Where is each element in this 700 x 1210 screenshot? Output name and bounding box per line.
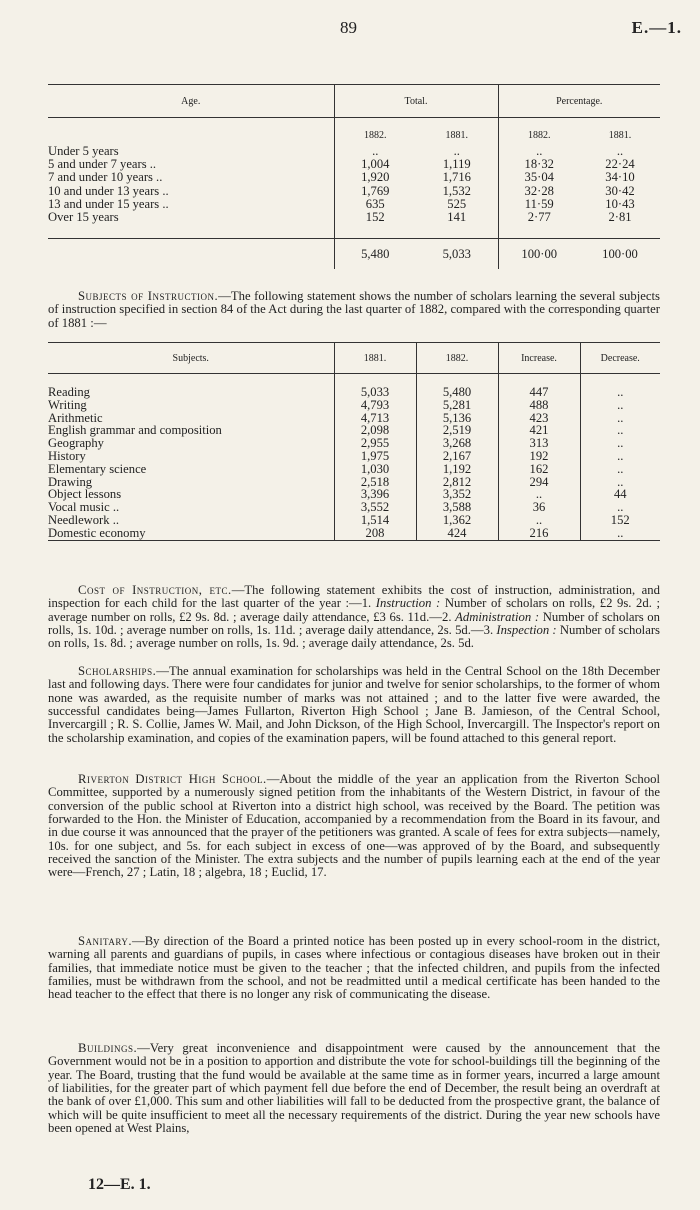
row-label: English grammar and composition	[48, 423, 222, 438]
value-cell: 423	[498, 412, 580, 425]
value-cell: 3,588	[416, 501, 498, 514]
value-cell: 30·42	[605, 183, 635, 198]
value-cell: 5,480	[416, 386, 498, 399]
row-label: 5 and under 7 years ..	[48, 157, 157, 172]
subjects-heading: Subjects of Instruction.	[78, 289, 219, 303]
value-cell: 5,281	[416, 399, 498, 412]
cost-paragraph: Cost of Instruction, etc.—The following statement exhibits the cost of instruction, administration, and inspection for each child for the last quarter of the year :—1. Instruction : Number of scholars on rolls, £2 9s. 2d. ; average number on rolls, £2 9s. 8d. ; average daily attendance, £3 6s. 11d.—2. Administration : Number of scholars on rolls, 1s. 10d. ; average number on rolls, 1s. 11d. ; average daily attendance, 2s. 5d.—3. Inspection : Number of scholars on rolls, 1s. 8d. ; average number on rolls, 1s. 9d. ; average daily attendance, 2s. 5d.	[48, 583, 660, 651]
year-header: 1882.	[334, 118, 416, 146]
page-number: 89	[340, 18, 357, 37]
value-cell: 36	[498, 501, 580, 514]
year-header: 1881.	[445, 129, 468, 141]
row-label: Domestic economy	[48, 527, 334, 540]
value-cell: 635	[334, 198, 416, 211]
year-header: 1882.	[498, 118, 580, 146]
subject-row	[48, 488, 660, 501]
value-cell: 5,136	[416, 412, 498, 425]
value-cell: 2·77	[498, 211, 580, 224]
value-cell: 32·28	[498, 185, 580, 198]
buildings-paragraph: Buildings.—Very great inconvenience and disappointment were caused by the announcement that the Government would not be in a position to apportion and distribute the vote for school-buildings till the beginning of the year. The Board, trusting that the fund would be available at the same time as in former years, incurred a large amount of liabilities, for the greater part of which payment fell due before the end of December, the result being an overdraft at the bank of over £1,000. This sum and other liabilities will fall to be deducted from the prospective grant, the balance of which will be quite insufficient to meet all the necessary requirements of the district. During the year new schools have been opened at West Plains,	[48, 1041, 660, 1136]
value-cell: ..	[580, 450, 660, 463]
subject-row	[48, 437, 660, 450]
value-cell: 1,004	[334, 158, 416, 171]
decrease-header: Decrease.	[580, 343, 660, 374]
value-cell: ..	[498, 514, 580, 527]
value-cell: 3,352	[416, 488, 498, 501]
value-cell: ..	[580, 501, 660, 514]
value-cell: 4,713	[334, 412, 416, 425]
subject-row	[48, 424, 660, 437]
row-label: Elementary science	[48, 461, 147, 476]
row-label: Object lessons	[48, 487, 122, 502]
value-cell: 4,793	[334, 399, 416, 412]
age-header: Age.	[48, 85, 334, 118]
value-cell: 35·04	[498, 171, 580, 184]
row-label: Writing	[48, 397, 87, 412]
age-row	[48, 211, 660, 224]
year-1882-header: 1882.	[416, 343, 498, 374]
page-reference: E.—1.	[631, 18, 682, 37]
value-cell: 424	[416, 527, 498, 540]
row-label: Geography	[48, 436, 104, 451]
value-cell: ..	[580, 399, 660, 412]
value-cell: ..	[580, 412, 660, 425]
value-cell: ..	[580, 386, 660, 399]
signature-mark: 12—E. 1.	[88, 1176, 151, 1193]
subject-row	[48, 450, 660, 463]
value-cell: 1,532	[442, 183, 471, 198]
age-row	[48, 171, 660, 184]
value-cell: ..	[616, 144, 624, 158]
value-cell: 1,362	[416, 514, 498, 527]
value-cell: 2,812	[416, 476, 498, 489]
total-cell: 5,480	[334, 239, 416, 270]
total-cell: 100·00	[580, 239, 660, 270]
value-cell: 313	[498, 437, 580, 450]
value-cell: 1,769	[334, 185, 416, 198]
value-cell: 3,268	[416, 437, 498, 450]
subject-row	[48, 527, 660, 540]
sanitary-paragraph: Sanitary.—By direction of the Board a printed notice has been posted up in every school-room in the district, warning all parents and guardians of pupils, in cases where infectious or contagious diseases have broken out in their families, that immediate notice must be given to the teacher ; that the infected children, and pupils from the infected families, must be withdrawn from the school, and not be readmitted until a medical certificate has been handed to the head teacher to the effect that there is no longer any risk of communicating the disease.	[48, 934, 660, 1002]
row-label: History	[48, 448, 86, 463]
value-cell: 2,167	[416, 450, 498, 463]
age-row	[48, 198, 660, 211]
row-label: Reading	[48, 385, 90, 399]
value-cell: 2,518	[334, 476, 416, 489]
total-cell: 5,033	[416, 239, 498, 270]
value-cell: 525	[447, 196, 467, 211]
value-cell: 1,975	[334, 450, 416, 463]
value-cell: ..	[580, 424, 660, 437]
value-cell: ..	[334, 145, 416, 158]
value-cell: 34·10	[605, 170, 635, 185]
subject-row	[48, 501, 660, 514]
value-cell: 1,514	[334, 514, 416, 527]
row-label: 10 and under 13 years ..	[48, 183, 169, 198]
scholarships-paragraph: Scholarships.—The annual examination for scholarships was held in the Central School on the 18th December last and following days. There were four candidates for junior and twelve for senior scholarships, to the former of whom none was awarded, as the requisite number of marks was not attained ; and to the latter five were awarded, the successful candidates being—James Fullarton, Riverton High School ; Jane B. Jamieson, of the Central School, Invercargill ; R. S. Collie, James W. Mail, and John Dickson, of the High School, Invercargill. The Inspector's report on the scholarship examination, and copies of the examination papers, will be found attached to this general report.	[48, 664, 660, 745]
value-cell: ..	[580, 437, 660, 450]
total-cell: 100·00	[498, 239, 580, 270]
year-1881-header: 1881.	[334, 343, 416, 374]
riverton-paragraph: Riverton District High School.—About the middle of the year an application from the Riverton School Committee, supported by a numerously signed petition from the inhabitants of the Western District, in favour of the conversion of the public school at Riverton into a district high school, was received by the Board. The petition was forwarded to the Hon. the Minister of Education, accompanied by a recommendation from the Board in its favour, and in due course it was announced that the prayer of the petitioners was granted. A scale of fees for extra subjects—namely, 10s. for one subject, and 5s. for each subject in excess of one—was approved of by the Board, and subsequently received the sanction of the Minister. The extra subjects and the number of pupils learning each at the end of the year were—French, 27 ; Latin, 18 ; algebra, 18 ; Euclid, 17.	[48, 772, 660, 880]
row-label: 13 and under 15 years ..	[48, 196, 169, 211]
value-cell: 208	[334, 527, 416, 540]
value-cell: 5,033	[334, 386, 416, 399]
value-cell: 1,030	[334, 463, 416, 476]
age-table	[48, 84, 660, 269]
value-cell: 2·81	[608, 210, 632, 225]
age-row	[48, 185, 660, 198]
value-cell: 3,396	[334, 488, 416, 501]
value-cell: 152	[334, 211, 416, 224]
value-cell: ..	[580, 463, 660, 476]
percentage-header: Percentage.	[498, 85, 660, 118]
value-cell: 192	[498, 450, 580, 463]
value-cell: 22·24	[605, 157, 635, 172]
row-label: Under 5 years	[48, 144, 119, 158]
subject-row	[48, 386, 660, 399]
value-cell: ..	[580, 476, 660, 489]
subject-row	[48, 476, 660, 489]
subject-row	[48, 399, 660, 412]
subjects-header: Subjects.	[48, 343, 334, 374]
value-cell: 3,552	[334, 501, 416, 514]
value-cell: ..	[498, 145, 580, 158]
increase-header: Increase.	[498, 343, 580, 374]
value-cell: 447	[498, 386, 580, 399]
row-label: Over 15 years	[48, 210, 119, 225]
value-cell: ..	[453, 144, 460, 158]
value-cell: 488	[498, 399, 580, 412]
value-cell: 44	[580, 488, 660, 501]
subjects-table	[48, 342, 660, 541]
value-cell: 152	[580, 514, 660, 527]
value-cell: 162	[498, 463, 580, 476]
row-label: 7 and under 10 years ..	[48, 170, 163, 185]
value-cell: 216	[498, 527, 580, 540]
value-cell: 2,098	[334, 424, 416, 437]
value-cell: 421	[498, 424, 580, 437]
value-cell: 1,119	[442, 157, 471, 172]
value-cell: 294	[498, 476, 580, 489]
value-cell: 10·43	[605, 196, 635, 211]
value-cell: ..	[580, 527, 660, 540]
row-label: Drawing	[48, 474, 93, 489]
value-cell: 1,192	[416, 463, 498, 476]
value-cell: 2,519	[416, 424, 498, 437]
year-header: 1881.	[608, 129, 632, 141]
value-cell: 18·32	[498, 158, 580, 171]
value-cell: 1,716	[442, 170, 471, 185]
row-label: Needlework ..	[48, 512, 119, 527]
value-cell: 2,955	[334, 437, 416, 450]
value-cell: ..	[498, 488, 580, 501]
value-cell: 11·59	[498, 198, 580, 211]
row-label: Arithmetic	[48, 410, 103, 425]
value-cell: 141	[447, 210, 467, 225]
subjects-intro-paragraph: Subjects of Instruction.—The following statement shows the number of scholars learning the several subjects of instruction specified in section 84 of the Act during the last quarter of 1882, compared with the corresponding quarter of 1881 :—	[48, 289, 660, 330]
value-cell: 1,920	[334, 171, 416, 184]
row-label: Vocal music ..	[48, 500, 120, 515]
total-header: Total.	[334, 85, 498, 118]
subject-row	[48, 463, 660, 476]
subject-row	[48, 514, 660, 527]
